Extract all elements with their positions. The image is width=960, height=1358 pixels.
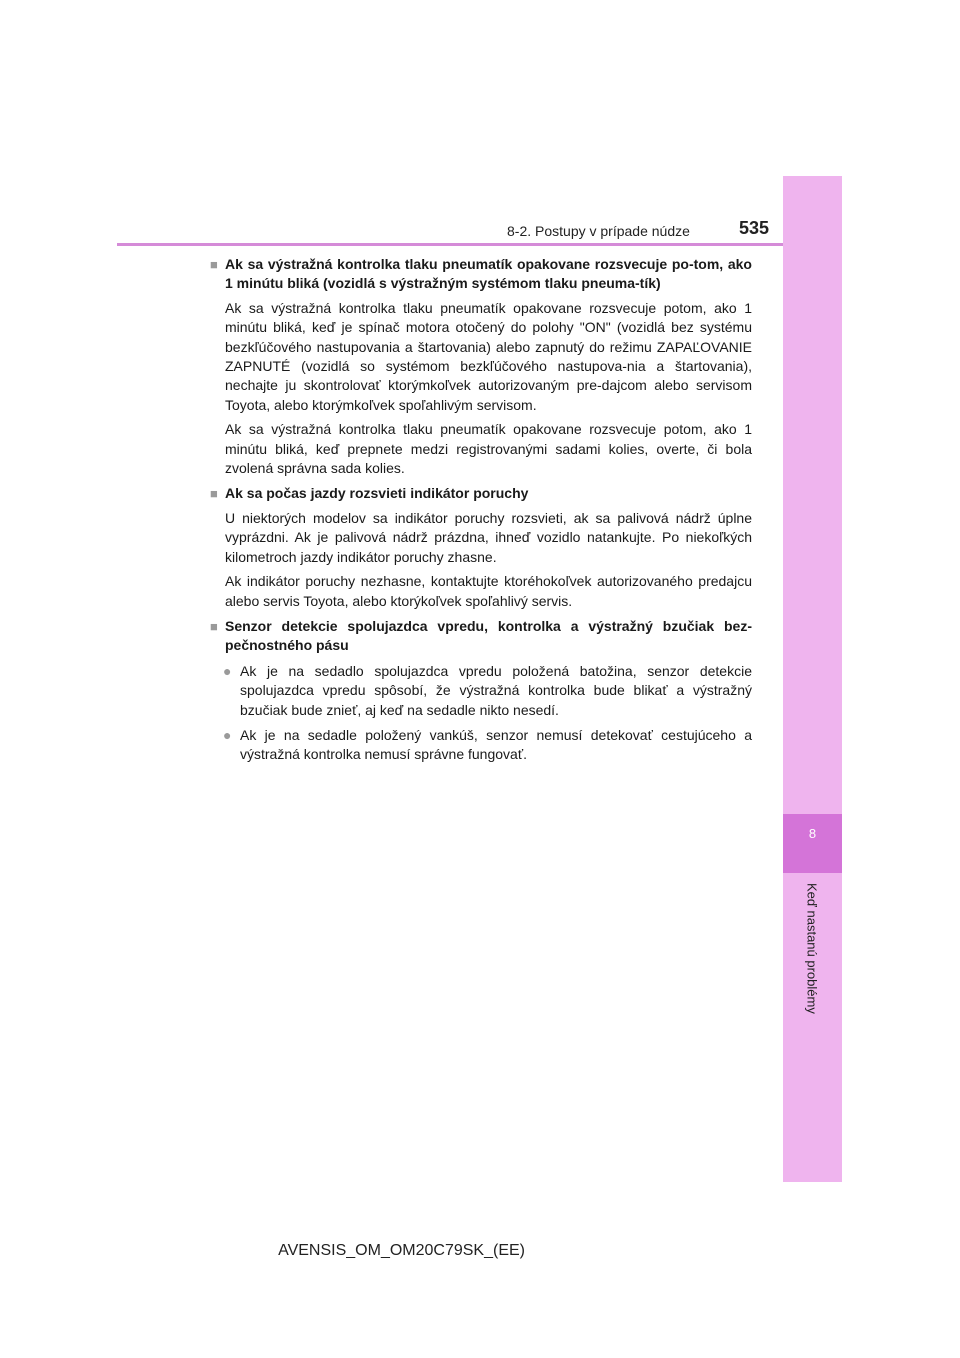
list-item-text: Ak je na sedadle položený vankúš, senzor nemusí detekovať cestujúceho a výstražná kontrolka nemusí správne fungovať. [240,726,752,763]
square-bullet-icon: ■ [210,257,218,272]
section-heading-text: Senzor detekcie spolujazdca vpredu, kontrolka a výstražný bzučiak bez-pečnostného pásu [225,617,752,654]
section-heading [210,484,752,503]
round-bullet-icon: ● [223,726,232,743]
section-heading-text: Ak sa počas jazdy rozsvieti indikátor poruchy [225,485,529,502]
chapter-number-block [783,814,842,873]
section-title: 8-2. Postupy v prípade núdze [507,223,690,239]
paragraph: U niektorých modelov sa indikátor poruchy rozsvieti, ak sa palivová nádrž úplne vyprázdni. Ak je palivová nádrž prázdna, ihneď vozidlo natankujte. Po niekoľkých kilometroch jazdy indikátor poruchy zhasne. [225,509,752,565]
list-item [210,662,752,720]
list-item-text: Ak je na sedadlo spolujazdca vpredu položená batožina, senzor detekcie spolujazdca vpredu spôsobí, že výstražná kontrolka bude blikať a výstražný bzučiak bude znieť, aj keď na sedadle nikto nesedí. [240,662,752,718]
chapter-number: 8 [808,826,817,841]
section-heading [210,617,752,656]
paragraph: Ak sa výstražná kontrolka tlaku pneumatík opakovane rozsvecuje potom, ako 1 minútu bliká, keď je spínač motora otočený do polohy "ON" (vozidlá bez systému bezkľúčového nastupovania a štartovania) alebo zapnutý do režimu ZAPAĽOVANIE ZAPNUTÉ (vozidlá so systémom bezkľúčového nastupova-nia a štartovania), nechajte ju skontrolovať ktorýmkoľvek autorizovaným pre-dajcom alebo servisom Toyota, alebo ktorýmkoľvek spoľahlivým servisom. [225,299,752,413]
list-item [210,726,752,765]
page-number: 535 [739,218,770,238]
page-content [210,255,752,765]
paragraph: Ak sa výstražná kontrolka tlaku pneumatík opakovane rozsvecuje potom, ako 1 minútu bliká, keď prepnete medzi registrovanými sadami kolies, overte, či bola zvolená správna sada kolies. [225,421,752,477]
section-heading-text: Ak sa výstražná kontrolka tlaku pneumatík opakovane rozsvecuje po-tom, ako 1 minútu bliká (vozidlá s výstražným systémom tlaku pneuma-tík) [225,256,752,292]
square-bullet-icon: ■ [210,486,218,502]
chapter-label: Keď nastanú problémy [804,883,820,1014]
chapter-side-tab [783,176,842,1182]
square-bullet-icon: ■ [210,618,218,634]
paragraph: Ak indikátor poruchy nezhasne, kontaktujte ktoréhokoľvek autorizovaného predajcu alebo servis Toyota, alebo ktorýkoľvek spoľahlivý servis. [225,573,752,609]
section-heading [210,255,752,294]
round-bullet-icon: ● [223,662,232,679]
document-code: AVENSIS_OM_OM20C79SK_(EE) [278,1242,525,1259]
header-divider [117,243,783,246]
